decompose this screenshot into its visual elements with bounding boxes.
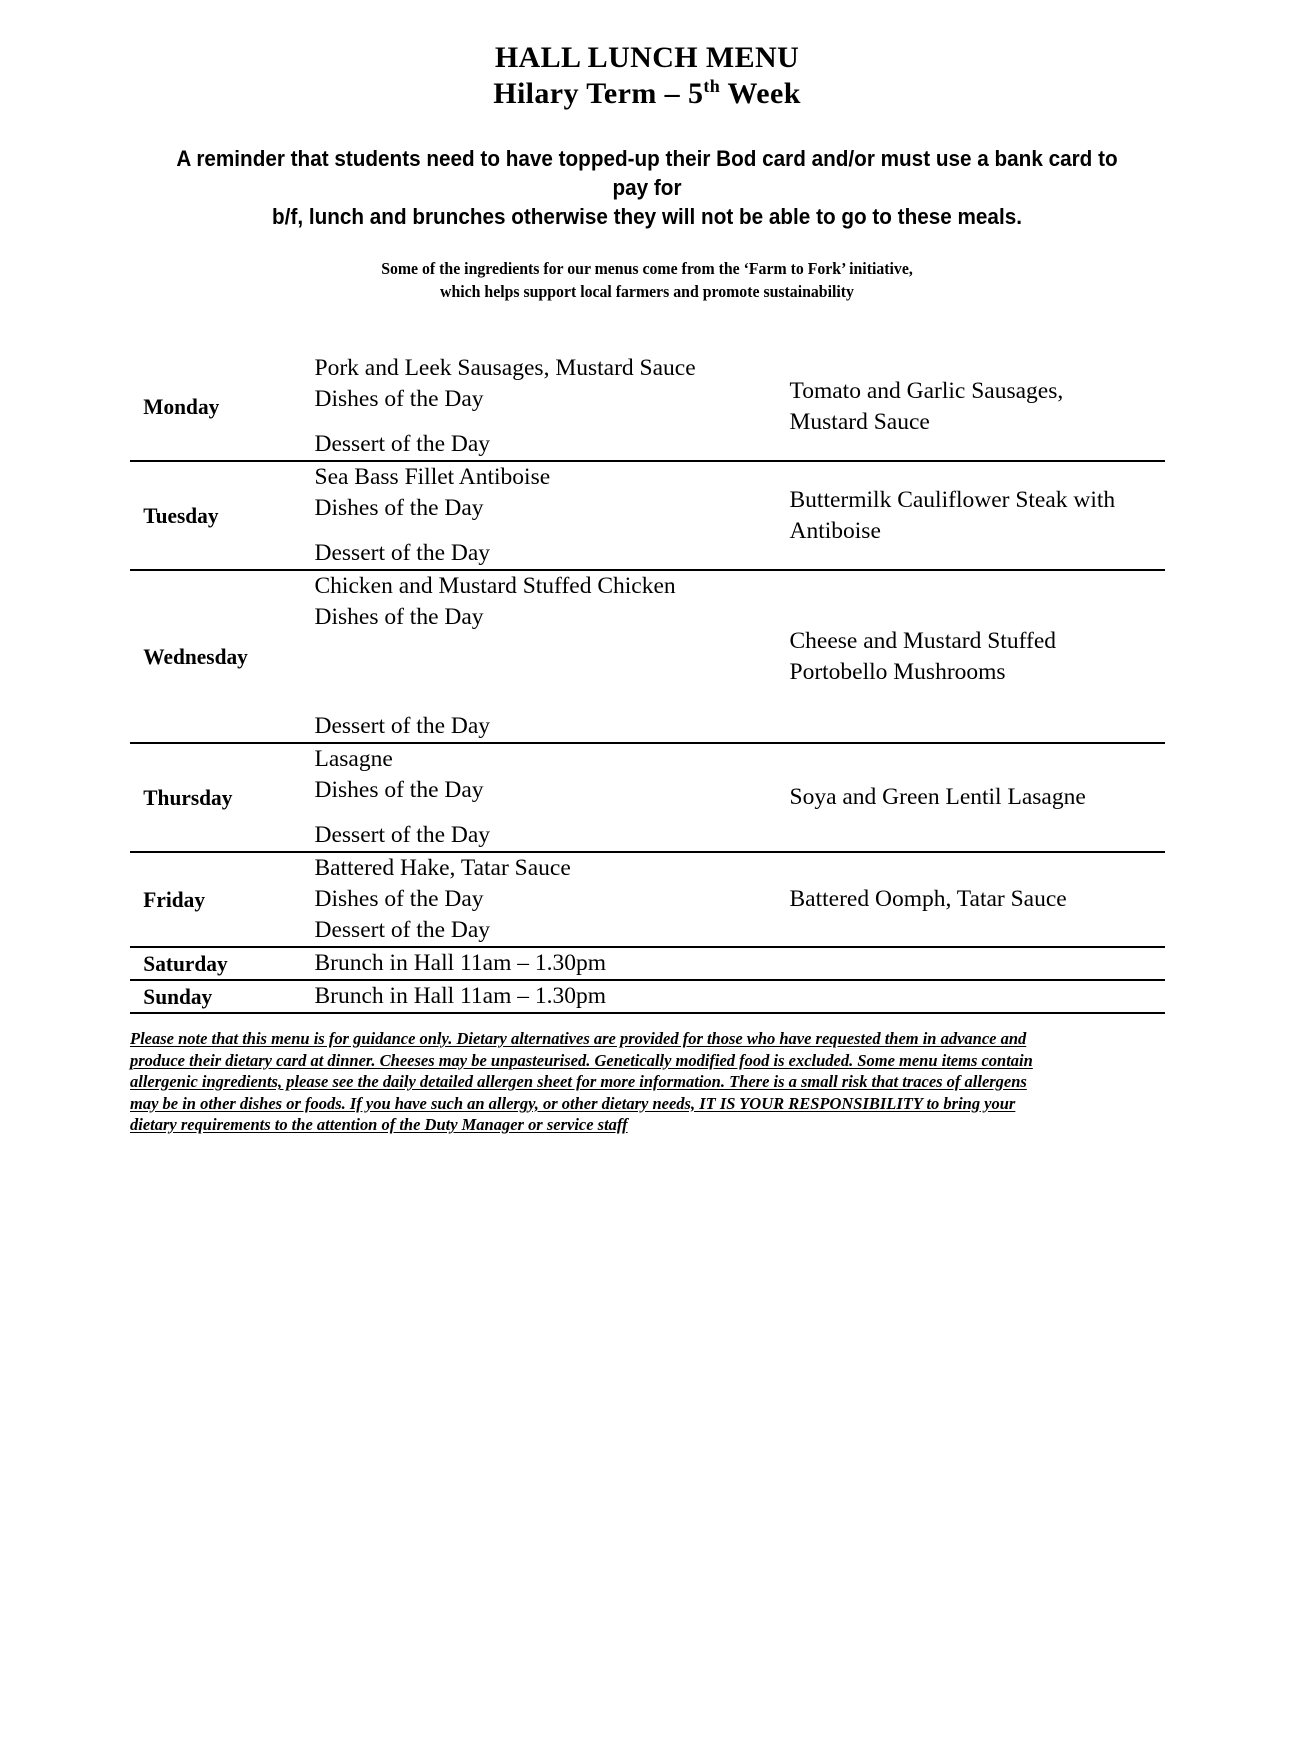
farm-to-fork-line-2: which helps support local farmers and promote sustainability [440, 282, 854, 301]
day-label: Sunday [142, 983, 212, 1009]
table-row [130, 852, 1165, 947]
farm-to-fork-line-1: Some of the ingredients for our menus come from the ‘Farm to Fork’ initiative, [381, 259, 913, 278]
day-cell-tuesday [130, 461, 315, 570]
day-label: Friday [142, 886, 205, 912]
alt-dish-line: Buttermilk Cauliflower Steak with [789, 486, 1116, 513]
main-dish: Sea Bass Fillet Antiboise [314, 464, 551, 490]
alternative-dishes-cell-monday [790, 353, 1165, 461]
main-dish: Chicken and Mustard Stuffed Chicken [314, 573, 676, 599]
page-title: HALL LUNCH MENU [494, 41, 800, 74]
spacer [315, 524, 790, 538]
week-ordinal-suffix: th [703, 76, 721, 96]
alt-dish-line: Portobello Mushrooms [789, 658, 1006, 685]
day-cell-thursday [130, 743, 315, 852]
dishes-of-the-day: Dishes of the Day [314, 386, 484, 412]
alt-dish-line: Cheese and Mustard Stuffed [789, 627, 1056, 654]
main-dishes-cell-tuesday [315, 461, 790, 570]
weekly-menu-table [130, 353, 1165, 1014]
dessert-of-the-day: Dessert of the Day [314, 917, 491, 943]
main-dish: Pork and Leek Sausages, Mustard Sauce [314, 355, 696, 381]
table-row [130, 980, 1165, 1013]
dessert-of-the-day: Dessert of the Day [314, 822, 491, 848]
day-cell-wednesday [130, 570, 315, 743]
disclaimer-line-1: Please note that this menu is for guidance only. Dietary alternatives are provided for those who have requested them in advance and [129, 1029, 1026, 1048]
main-dishes-cell-wednesday [315, 570, 790, 743]
alternative-dishes-cell-wednesday [790, 570, 1165, 743]
table-row [130, 570, 1165, 743]
brunch-info: Brunch in Hall 11am – 1.30pm [314, 950, 607, 976]
day-cell-saturday [130, 947, 315, 980]
disclaimer-line-4: may be in other dishes or foods. If you have such an allergy, or other dietary needs, IT IS YOUR RESPONSIBILITY to bring your [129, 1093, 1015, 1113]
dishes-of-the-day: Dishes of the Day [314, 886, 484, 912]
day-cell-sunday [130, 980, 315, 1013]
alternative-dishes-cell-tuesday [790, 461, 1165, 570]
dishes-of-the-day: Dishes of the Day [314, 777, 484, 803]
payment-reminder-line-2: b/f, lunch and brunches otherwise they will not be able to go to these meals. [272, 204, 1022, 229]
document-header [0, 0, 1294, 112]
dessert-of-the-day: Dessert of the Day [314, 431, 491, 457]
dessert-of-the-day: Dessert of the Day [314, 540, 491, 566]
main-dish: Lasagne [314, 746, 393, 772]
spacer [315, 415, 790, 429]
main-dish: Battered Hake, Tatar Sauce [314, 855, 571, 881]
day-cell-friday [130, 852, 315, 947]
day-label: Saturday [142, 950, 228, 976]
week-label: Week [720, 77, 801, 110]
day-label: Thursday [142, 784, 232, 810]
dishes-of-the-day: Dishes of the Day [314, 495, 484, 521]
page-subtitle [0, 76, 1294, 112]
disclaimer-line-3: allergenic ingredients, please see the daily detailed allergen sheet for more information. There is a small risk that traces of allergens [129, 1072, 1027, 1091]
table-row [130, 461, 1165, 570]
day-cell-monday [130, 353, 315, 461]
term-label: Hilary Term – 5 [493, 77, 704, 110]
table-row [130, 743, 1165, 852]
spacer [315, 806, 790, 820]
alt-dish-line: Soya and Green Lentil Lasagne [789, 784, 1086, 810]
farm-to-fork-notice [294, 257, 1001, 303]
main-dishes-cell-monday [315, 353, 790, 461]
payment-reminder-notice [173, 144, 1121, 231]
alt-dish-line: Battered Oomph, Tatar Sauce [789, 886, 1067, 912]
brunch-cell-sunday [315, 980, 1165, 1013]
main-dishes-cell-thursday [315, 743, 790, 852]
day-label: Monday [142, 393, 219, 419]
alt-dish-line: Mustard Sauce [789, 408, 930, 435]
day-label: Wednesday [142, 643, 248, 669]
day-label: Tuesday [142, 502, 219, 528]
alt-dish-line: Antiboise [789, 517, 881, 544]
table-row [130, 353, 1165, 461]
alternative-dishes-cell-friday [790, 852, 1165, 947]
spacer [315, 633, 790, 711]
alt-dish-line: Tomato and Garlic Sausages, [789, 377, 1064, 404]
table-row [130, 947, 1165, 980]
brunch-info: Brunch in Hall 11am – 1.30pm [314, 983, 607, 1009]
dishes-of-the-day: Dishes of the Day [314, 604, 484, 630]
brunch-cell-saturday [315, 947, 1165, 980]
dessert-of-the-day: Dessert of the Day [314, 713, 491, 739]
payment-reminder-line-1: A reminder that students need to have topped-up their Bod card and/or must use a bank card to pay for [176, 146, 1118, 200]
main-dishes-cell-friday [315, 852, 790, 947]
disclaimer-line-5: dietary requirements to the attention of the Duty Manager or service staff [129, 1115, 628, 1134]
allergen-disclaimer [130, 1028, 1134, 1136]
disclaimer-line-2: produce their dietary card at dinner. Cheeses may be unpasteurised. Genetically modified food is excluded. Some menu items contain [129, 1050, 1033, 1070]
alternative-dishes-cell-thursday [790, 743, 1165, 852]
